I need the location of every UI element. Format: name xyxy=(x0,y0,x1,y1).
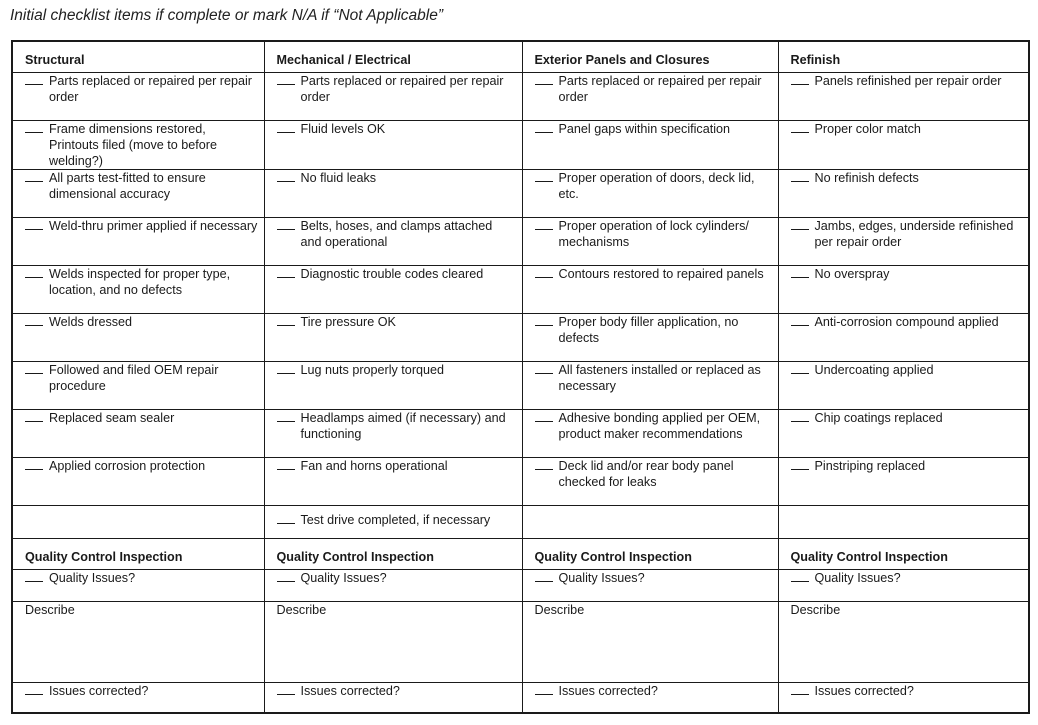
initial-blank[interactable] xyxy=(25,219,43,230)
checklist-item xyxy=(535,362,772,394)
initial-blank[interactable] xyxy=(791,74,809,85)
checklist-item-label: Fluid levels OK xyxy=(300,121,386,136)
checklist-item xyxy=(535,266,772,282)
checklist-item-label: Jambs, edges, underside refinished per repair order xyxy=(814,218,1014,249)
checklist-cell[interactable] xyxy=(522,265,778,313)
qc-heading: Quality Control Inspection xyxy=(264,538,522,569)
checklist-cell[interactable] xyxy=(264,72,522,120)
checklist-cell[interactable] xyxy=(264,265,522,313)
checklist-item-label: Welds inspected for proper type, location, and no defects xyxy=(49,266,231,297)
checklist-cell[interactable] xyxy=(264,217,522,265)
checklist-cell[interactable] xyxy=(522,217,778,265)
checklist-cell[interactable] xyxy=(778,72,1029,120)
checklist-item xyxy=(277,512,516,528)
checklist-row xyxy=(12,120,1029,169)
checklist-cell[interactable] xyxy=(522,120,778,169)
checklist-cell[interactable] xyxy=(778,120,1029,169)
checklist-item xyxy=(25,362,258,394)
qc-describe-label: Describe xyxy=(790,602,841,617)
checklist-item-label: Belts, hoses, and clamps attached and operational xyxy=(300,218,493,249)
column-header-refinish: Refinish xyxy=(778,41,1029,72)
checklist-cell[interactable] xyxy=(264,409,522,457)
qc-heading: Quality Control Inspection xyxy=(522,538,778,569)
checklist-item-label: Panel gaps within specification xyxy=(558,121,731,136)
checklist-item-label: Undercoating applied xyxy=(814,362,934,377)
qc-issues-label: Quality Issues? xyxy=(814,570,901,585)
checklist-item-label: Parts replaced or repaired per repair order xyxy=(558,73,762,104)
initial-blank[interactable] xyxy=(791,122,809,133)
checklist-item xyxy=(791,266,1023,282)
checklist-item-label: Panels refinished per repair order xyxy=(814,73,1002,88)
initial-blank[interactable] xyxy=(791,267,809,278)
checklist-item-label: Headlamps aimed (if necessary) and functioning xyxy=(300,410,506,441)
checklist-cell[interactable] xyxy=(522,409,778,457)
checklist-item-label: All parts test-fitted to ensure dimensional accuracy xyxy=(49,170,206,201)
checklist-item xyxy=(25,458,258,474)
checklist-cell[interactable] xyxy=(778,265,1029,313)
initial-blank[interactable] xyxy=(25,315,43,326)
column-header-mechanical-electrical: Mechanical / Electrical xyxy=(264,41,522,72)
initial-blank[interactable] xyxy=(535,219,553,230)
initial-blank[interactable] xyxy=(791,684,809,695)
checklist-row xyxy=(12,409,1029,457)
checklist-cell[interactable] xyxy=(12,313,264,361)
qc-corrected-label: Issues corrected? xyxy=(558,683,658,698)
initial-blank[interactable] xyxy=(277,219,295,230)
checklist-row xyxy=(12,457,1029,505)
qc-corrected-cell[interactable] xyxy=(12,682,264,713)
checklist-cell[interactable] xyxy=(12,120,264,169)
checklist-row xyxy=(12,169,1029,217)
qc-describe-field[interactable] xyxy=(522,601,778,682)
qc-issues-row xyxy=(12,569,1029,601)
qc-issues-cell[interactable] xyxy=(264,569,522,601)
checklist-row xyxy=(12,265,1029,313)
initial-blank[interactable] xyxy=(277,571,295,582)
checklist-cell[interactable] xyxy=(522,169,778,217)
checklist-row xyxy=(12,72,1029,120)
initial-blank[interactable] xyxy=(535,315,553,326)
initial-blank[interactable] xyxy=(25,684,43,695)
column-header-row xyxy=(12,41,1029,72)
checklist-item-label: Pinstriping replaced xyxy=(814,458,926,473)
checklist-items xyxy=(12,72,1029,538)
checklist-cell[interactable] xyxy=(12,409,264,457)
checklist-item-label: Tire pressure OK xyxy=(300,314,396,329)
checklist-cell[interactable] xyxy=(12,265,264,313)
qc-corrected-cell[interactable] xyxy=(522,682,778,713)
initial-blank[interactable] xyxy=(791,219,809,230)
checklist-item xyxy=(25,170,258,202)
checklist-cell[interactable] xyxy=(12,72,264,120)
initial-blank[interactable] xyxy=(25,411,43,422)
qc-describe-label: Describe xyxy=(276,602,327,617)
checklist-cell[interactable] xyxy=(264,313,522,361)
initial-blank[interactable] xyxy=(535,459,553,470)
checklist-item xyxy=(535,170,772,202)
quality-control-section xyxy=(12,538,1029,713)
column-header-exterior-panels: Exterior Panels and Closures xyxy=(522,41,778,72)
checklist-item-label: No fluid leaks xyxy=(300,170,377,185)
initial-blank[interactable] xyxy=(535,122,553,133)
initial-blank[interactable] xyxy=(25,459,43,470)
checklist-item-label: Diagnostic trouble codes cleared xyxy=(300,266,484,281)
qc-issues-cell[interactable] xyxy=(12,569,264,601)
initial-blank[interactable] xyxy=(535,267,553,278)
checklist-cell[interactable] xyxy=(264,457,522,505)
qc-issues-label: Quality Issues? xyxy=(558,570,645,585)
checklist-item-label: Followed and filed OEM repair procedure xyxy=(49,362,219,393)
checklist-cell[interactable] xyxy=(778,313,1029,361)
checklist-cell xyxy=(12,505,264,538)
checklist-item xyxy=(535,410,772,442)
qc-issues-cell[interactable] xyxy=(778,569,1029,601)
checklist-item xyxy=(25,410,258,426)
checklist-item xyxy=(277,410,516,442)
checklist-item xyxy=(791,314,1023,330)
qc-corrected-label: Issues corrected? xyxy=(49,683,149,698)
checklist-item-label: Proper body filler application, no defects xyxy=(558,314,739,345)
qc-corrected-cell[interactable] xyxy=(778,682,1029,713)
checklist-item xyxy=(277,362,516,378)
column-header-structural: Structural xyxy=(12,41,264,72)
checklist-item-label: Anti-corrosion compound applied xyxy=(814,314,999,329)
initial-blank[interactable] xyxy=(277,122,295,133)
checklist-item xyxy=(25,121,258,169)
checklist-item-label: No overspray xyxy=(814,266,890,281)
initial-blank[interactable] xyxy=(25,363,43,374)
initial-blank[interactable] xyxy=(535,74,553,85)
checklist-item-label: All fasteners installed or replaced as necessary xyxy=(558,362,761,393)
initial-blank[interactable] xyxy=(277,171,295,182)
initial-blank[interactable] xyxy=(535,571,553,582)
initial-blank[interactable] xyxy=(25,571,43,582)
qc-corrected-row xyxy=(12,682,1029,713)
initial-blank[interactable] xyxy=(277,363,295,374)
checklist-item-label: Contours restored to repaired panels xyxy=(558,266,764,281)
checklist-item-label: Frame dimensions restored, Printouts filed (move to before welding?) xyxy=(49,121,217,168)
qc-describe-field[interactable] xyxy=(778,601,1029,682)
checklist-item xyxy=(25,73,258,105)
initial-blank[interactable] xyxy=(25,74,43,85)
checklist-item-label: Deck lid and/or rear body panel checked for leaks xyxy=(558,458,734,489)
checklist-item-label: Weld-thru primer applied if necessary xyxy=(49,218,258,233)
qc-describe-label: Describe xyxy=(25,602,75,617)
checklist-cell[interactable] xyxy=(522,457,778,505)
checklist-item xyxy=(277,458,516,474)
initial-blank[interactable] xyxy=(277,459,295,470)
checklist-item-label: Parts replaced or repaired per repair order xyxy=(49,73,253,104)
initial-blank[interactable] xyxy=(277,513,295,524)
checklist-item-label: Proper color match xyxy=(814,121,921,136)
qc-corrected-label: Issues corrected? xyxy=(814,683,914,698)
checklist-cell xyxy=(778,505,1029,538)
checklist-cell[interactable] xyxy=(778,409,1029,457)
qc-issues-cell[interactable] xyxy=(522,569,778,601)
qc-heading: Quality Control Inspection xyxy=(778,538,1029,569)
initial-blank[interactable] xyxy=(25,267,43,278)
qc-describe-field[interactable] xyxy=(12,601,264,682)
checklist-row xyxy=(12,505,1029,538)
checklist-item-label: Proper operation of doors, deck lid, etc. xyxy=(558,170,755,201)
checklist-item-label: Replaced seam sealer xyxy=(49,410,175,425)
checklist-item xyxy=(277,266,516,282)
initial-blank[interactable] xyxy=(277,684,295,695)
checklist-item xyxy=(277,314,516,330)
checklist-item-label: Applied corrosion protection xyxy=(49,458,206,473)
initial-blank[interactable] xyxy=(277,411,295,422)
checklist-table xyxy=(11,40,1030,714)
checklist-cell[interactable] xyxy=(778,169,1029,217)
initial-blank[interactable] xyxy=(791,459,809,470)
checklist-item xyxy=(535,458,772,490)
qc-corrected-cell[interactable] xyxy=(264,682,522,713)
checklist-item xyxy=(277,170,516,186)
checklist-row xyxy=(12,361,1029,409)
checklist-item-label: Lug nuts properly torqued xyxy=(300,362,445,377)
checklist-row xyxy=(12,313,1029,361)
checklist-item xyxy=(277,218,516,250)
checklist-item-label: Test drive completed, if necessary xyxy=(300,512,491,527)
checklist-item xyxy=(25,218,258,234)
initial-blank[interactable] xyxy=(535,363,553,374)
checklist-item-label: Proper operation of lock cylinders/ mechanisms xyxy=(558,218,749,249)
checklist-item-label: Welds dressed xyxy=(49,314,133,329)
checklist-cell[interactable] xyxy=(12,217,264,265)
checklist-cell[interactable] xyxy=(264,169,522,217)
checklist-item-label: No refinish defects xyxy=(814,170,919,185)
checklist-item xyxy=(791,170,1023,186)
checklist-item xyxy=(535,73,772,105)
checklist-cell[interactable] xyxy=(778,217,1029,265)
checklist-item-label: Adhesive bonding applied per OEM, product maker recommendations xyxy=(558,410,761,441)
checklist-cell xyxy=(522,505,778,538)
checklist-item xyxy=(277,73,516,105)
initial-blank[interactable] xyxy=(277,267,295,278)
checklist-cell[interactable] xyxy=(522,313,778,361)
checklist-item xyxy=(791,73,1023,89)
qc-describe-label: Describe xyxy=(534,602,585,617)
checklist-cell[interactable] xyxy=(522,72,778,120)
qc-issues-label: Quality Issues? xyxy=(49,570,136,585)
checklist-item-label: Chip coatings replaced xyxy=(814,410,943,425)
initial-blank[interactable] xyxy=(791,571,809,582)
qc-corrected-label: Issues corrected? xyxy=(300,683,400,698)
initial-blank[interactable] xyxy=(791,411,809,422)
checklist-item xyxy=(535,218,772,250)
checklist-item xyxy=(791,410,1023,426)
initial-blank[interactable] xyxy=(25,122,43,133)
checklist-item xyxy=(791,458,1023,474)
checklist-item xyxy=(25,314,258,330)
checklist-cell[interactable] xyxy=(264,120,522,169)
initial-blank[interactable] xyxy=(535,171,553,182)
initial-blank[interactable] xyxy=(277,74,295,85)
qc-heading-row xyxy=(12,538,1029,569)
initial-blank[interactable] xyxy=(25,171,43,182)
initial-blank[interactable] xyxy=(791,363,809,374)
checklist-cell[interactable] xyxy=(522,361,778,409)
checklist-item-label: Parts replaced or repaired per repair order xyxy=(300,73,504,104)
initial-blank[interactable] xyxy=(791,171,809,182)
checklist-row xyxy=(12,217,1029,265)
checklist-item xyxy=(535,314,772,346)
checklist-item-label: Fan and horns operational xyxy=(300,458,448,473)
checklist-item xyxy=(25,266,258,298)
qc-issues-label: Quality Issues? xyxy=(300,570,387,585)
qc-describe-field[interactable] xyxy=(264,601,522,682)
initial-blank[interactable] xyxy=(791,315,809,326)
checklist-item xyxy=(277,121,516,137)
qc-describe-row xyxy=(12,601,1029,682)
qc-heading: Quality Control Inspection xyxy=(12,538,264,569)
instruction-text: Initial checklist items if complete or mark N/A if “Not Applicable” xyxy=(10,7,443,24)
checklist-cell[interactable] xyxy=(12,457,264,505)
checklist-cell[interactable] xyxy=(12,169,264,217)
checklist-cell[interactable] xyxy=(264,505,522,538)
initial-blank[interactable] xyxy=(535,684,553,695)
checklist-item xyxy=(535,121,772,137)
checklist-cell[interactable] xyxy=(778,361,1029,409)
checklist-cell[interactable] xyxy=(778,457,1029,505)
checklist-item xyxy=(791,362,1023,378)
checklist-cell[interactable] xyxy=(264,361,522,409)
checklist-item xyxy=(791,218,1023,250)
checklist-item xyxy=(791,121,1023,137)
checklist-cell[interactable] xyxy=(12,361,264,409)
initial-blank[interactable] xyxy=(535,411,553,422)
initial-blank[interactable] xyxy=(277,315,295,326)
